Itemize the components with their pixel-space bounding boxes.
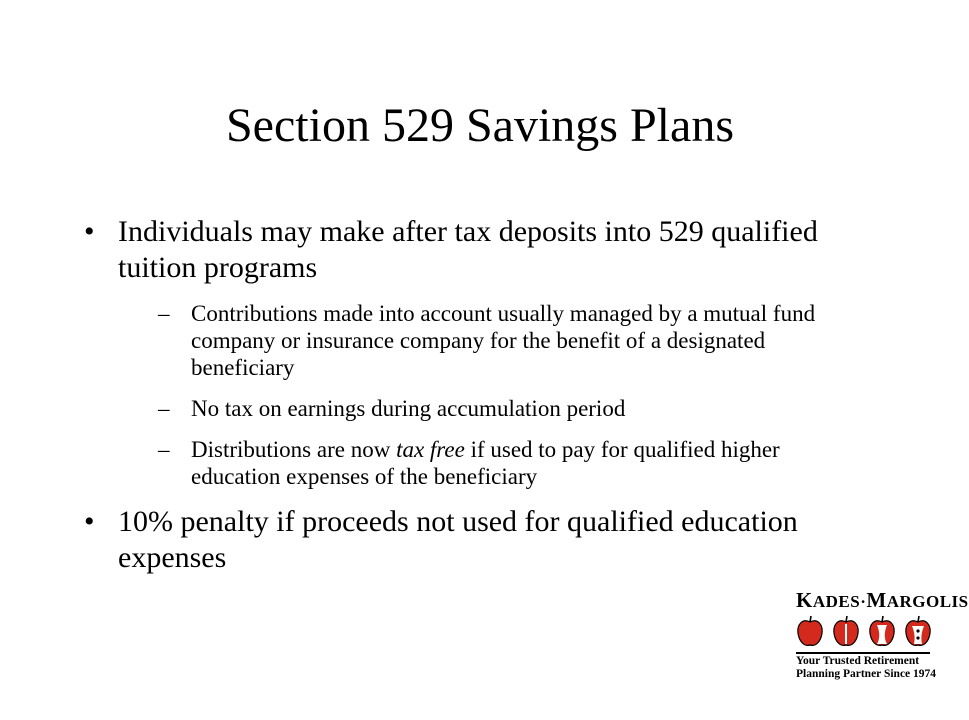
- apple-icon: [870, 616, 894, 645]
- bullet-text: Individuals may make after tax deposits into 529 qualified tuition programs: [118, 215, 818, 284]
- apple-icon: [798, 616, 822, 645]
- logo-divider: [796, 652, 930, 654]
- sub-bullet-text: No tax on earnings during accumulation period: [191, 396, 626, 421]
- slide-title: Section 529 Savings Plans: [225, 99, 734, 152]
- bullet-item: [84, 214, 884, 286]
- sub-bullet-marker: –: [158, 437, 170, 462]
- emphasis-text: tax free: [396, 437, 465, 462]
- bullet-text: 10% penalty if proceeds not used for qualified education expenses: [118, 505, 798, 574]
- sub-bullet-text-before: Distributions are now: [191, 437, 397, 462]
- sub-bullet-text: [191, 437, 780, 489]
- sub-bullet-marker: –: [158, 301, 170, 326]
- bullet-list: [84, 214, 884, 576]
- bullet-item: [84, 504, 884, 576]
- bullet-marker: •: [84, 505, 95, 538]
- four-apples-icon: [796, 614, 936, 648]
- kades-margolis-logo: [796, 588, 969, 692]
- logo-wordmark: KADES·MARGOLIS: [796, 588, 969, 612]
- logo-tagline: Your Trusted Retirement Planning Partner Since 1974: [796, 655, 937, 680]
- sub-bullet-text: Contributions made into account usually managed by a mutual fund company or insurance company for the benefit of a designated beneficiary: [191, 301, 816, 380]
- apple-icon: [906, 616, 930, 645]
- apple-icon: [834, 616, 858, 645]
- sub-bullet-item: [158, 300, 871, 381]
- sub-bullet-text-after: if used to pay for qualified higher education expenses of the beneficiary: [191, 437, 780, 489]
- sub-bullet-item: [158, 395, 871, 422]
- sub-bullet-marker: –: [158, 396, 170, 421]
- bullet-marker: •: [84, 215, 95, 248]
- sub-bullet-item: [158, 436, 871, 490]
